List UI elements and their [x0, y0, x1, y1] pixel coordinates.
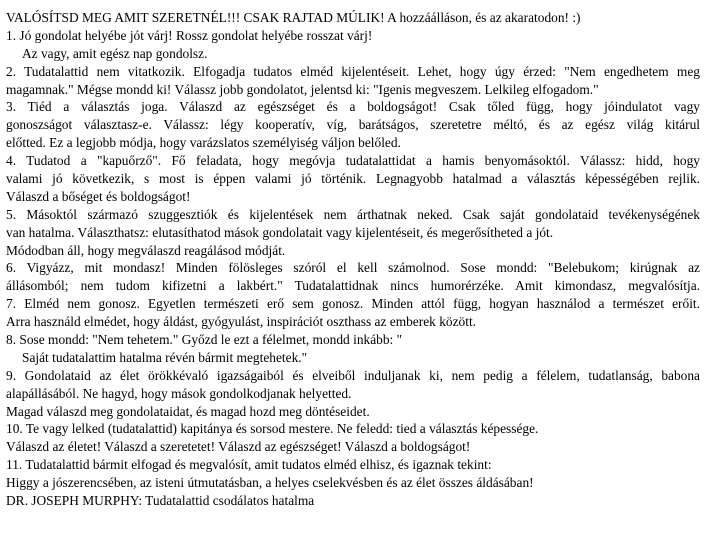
text-line: 11. Tudatalattid bármit elfogad és megvalósít, amit tudatos elméd elhisz, és igaznak tekint: [6, 457, 492, 473]
text-line: alapállásából. Ne hagyd, hogy mások gondolkodjanak helyetted. [6, 385, 352, 401]
text-line: 4. Tudatod a "kapuőrző". Fő feladata, hogy megóvja tudatalattidat a hamis benyomásoktól. Válassz: hidd, hogy [6, 153, 700, 169]
text-line: VALÓSÍTSD MEG AMIT SZERETNÉL!!! CSAK RAJTAD MÚLIK! A hozzáálláson, és az akaratodon! :) [6, 10, 581, 25]
text-line: Módodban áll, hogy megválaszd reagálásod módját. [6, 242, 286, 258]
text-line: 3. Tiéd a választás joga. Válaszd az egészséget és a boldogságot! Csak tőled függ, hogy jóindulatot vagy [6, 99, 700, 115]
text-line: Saját tudatalattim hatalma révén bármit megtehetek." [22, 349, 308, 365]
text-line: Magad válaszd meg gondolataidat, és magad hozd meg döntéseidet. [6, 403, 370, 419]
text-line: előtted. Ez a legjobb módja, hogy varázslatos személyiség váljon belőled. [6, 135, 401, 151]
text-line: Higgy a jószerencsében, az isteni útmutatásban, a helyes cselekvésben és az élet összes áldásában! [6, 475, 534, 491]
text-line: 9. Gondolataid az élet örökkévaló igazságaiból és elveiből induljanak ki, nem pedig a félelem, tudatlanság, babona [6, 367, 700, 383]
text-line: Arra használd elmédet, hogy áldást, gyógyulást, inspirációt oszthass az emberek között. [6, 314, 477, 330]
text-line: Az vagy, amit egész nap gondolsz. [22, 45, 208, 61]
text-line: gonoszságot választasz-e. Válassz: légy kooperatív, víg, barátságos, szeretetre méltó, és az egész világ kitárul [6, 117, 700, 133]
text-line: állásomból; nem tudom kifizetni a lakbért." Tudatalattidnak nincs humorérzéke. Amit kimondasz, megvalósítja. [6, 278, 700, 294]
text-line: 7. Elméd nem gonosz. Egyetlen természeti erő sem gonosz. Minden attól függ, hogyan használod a természet erőit. [6, 296, 700, 312]
text-line: 2. Tudatalattid nem vitatkozik. Elfogadja tudatos elméd kijelentéseit. Lehet, hogy úgy érzed: "Nem engedhetem meg [6, 63, 700, 79]
text-line: valami jó következik, s most is éppen valami jó történik. Legnagyobb hatalmad a választás képességében rejlik. [6, 171, 700, 187]
text-line: 8. Sose mondd: "Nem tehetem." Győzd le ezt a félelmet, mondd inkább: " [6, 332, 403, 348]
text-line: Válaszd az életet! Válaszd a szeretetet! Válaszd az egészséget! Válaszd a boldogságot! [6, 439, 471, 455]
text-line: 10. Te vagy lelked (tudatalattid) kapitánya és sorsod mestere. Ne feledd: tied a választás képessége. [6, 421, 539, 437]
document-body [6, 9, 700, 510]
text-line: magamnak." Mégse mondd ki! Válassz jobb gondolatot, jelentsd ki: "Igenis megveszem. Lelkileg elfogadom." [6, 81, 599, 97]
text-line: 5. Másoktól származó szuggesztiók és kijelentések nem árthatnak neked. Csak saját gondolataid tevékenységének [6, 206, 700, 222]
text-line: 1. Jó gondolat helyébe jót várj! Rossz gondolat helyébe rosszat várj! [6, 27, 373, 43]
text-line: Válaszd a bőséget és boldogságot! [6, 188, 191, 204]
text-line: 6. Vigyázz, mit mondasz! Minden fölösleges szóról el kell számolnod. Sose mondd: "Belebukom; kirúgnak az [6, 260, 700, 276]
text-line: van hatalma. Választhatsz: elutasíthatod mások gondolatait vagy kijelentéseit, és megerősítheted a jót. [6, 224, 554, 240]
text-line: DR. JOSEPH MURPHY: Tudatalattid csodálatos hatalma [6, 493, 315, 509]
